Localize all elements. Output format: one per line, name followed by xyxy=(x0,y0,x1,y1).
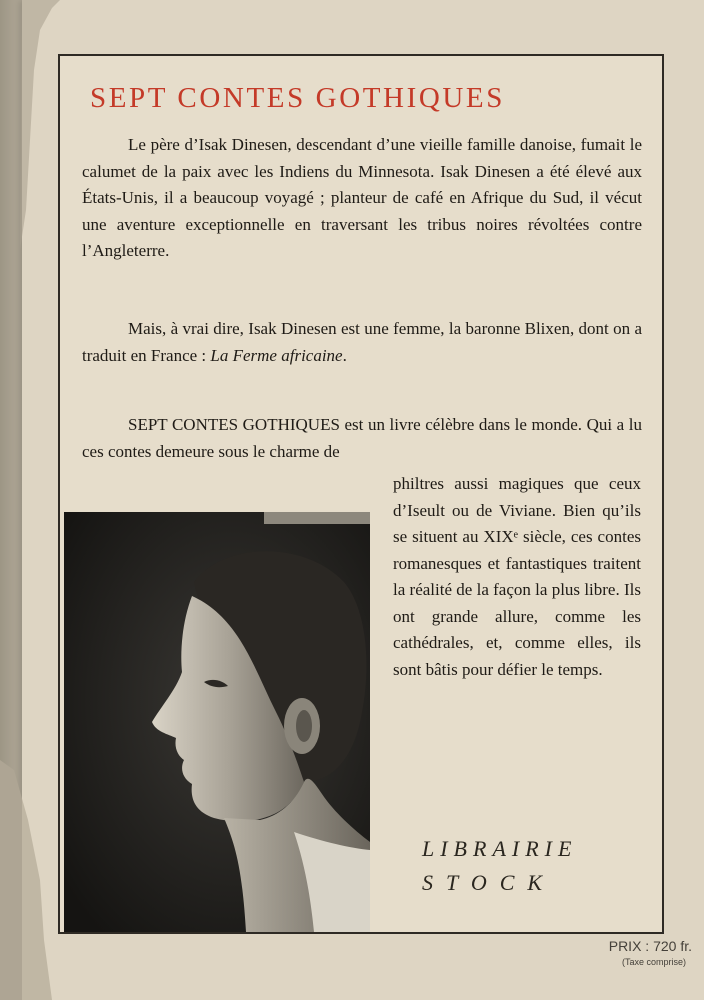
paragraph-fame: SEPT CONTES GOTHIQUES est un livre célèbre dans le monde. Qui a lu ces contes demeure sous le charme de xyxy=(82,415,642,461)
paragraph-identity-end: . xyxy=(342,345,347,365)
paragraph-description: philtres aussi magiques que ceux d’Iseult ou de Viviane. Bien qu’ils se situent au XIXᵉ siècle, ces contes romanesques et fantastiques traitent la réalité de la façon la plus libre. Ils ont grande allure, comme les cathédrales, et, comme elles, ils sont bâtis pour défier le temps. xyxy=(393,474,641,679)
paragraph-identity-book: La Ferme africaine xyxy=(210,345,343,365)
publisher-line-stock: STOCK xyxy=(422,870,556,895)
book-title: SEPT CONTES GOTHIQUES xyxy=(90,82,505,114)
price-note: (Taxe comprise) xyxy=(621,957,686,967)
paragraph-identity-text: Mais, à vrai dire, Isak Dinesen est une femme, la baronne Blixen, dont on a traduit en France : xyxy=(82,319,642,365)
paragraph-biography: Le père d’Isak Dinesen, descendant d’une vieille famille danoise, fumait le calumet de la paix avec les Indiens du Minnesota. Isak Dinesen a été élevé aux États-Unis, il a beaucoup voyagé ; planteur de café en Afrique du Sud, il vécut une aventure exceptionnelle en traversant les tribus noires révoltées contre l’Angleterre. xyxy=(82,135,642,260)
publisher-line-librairie: LIBRAIRIE xyxy=(422,836,578,861)
price-label: PRIX : 720 fr. xyxy=(608,938,692,954)
